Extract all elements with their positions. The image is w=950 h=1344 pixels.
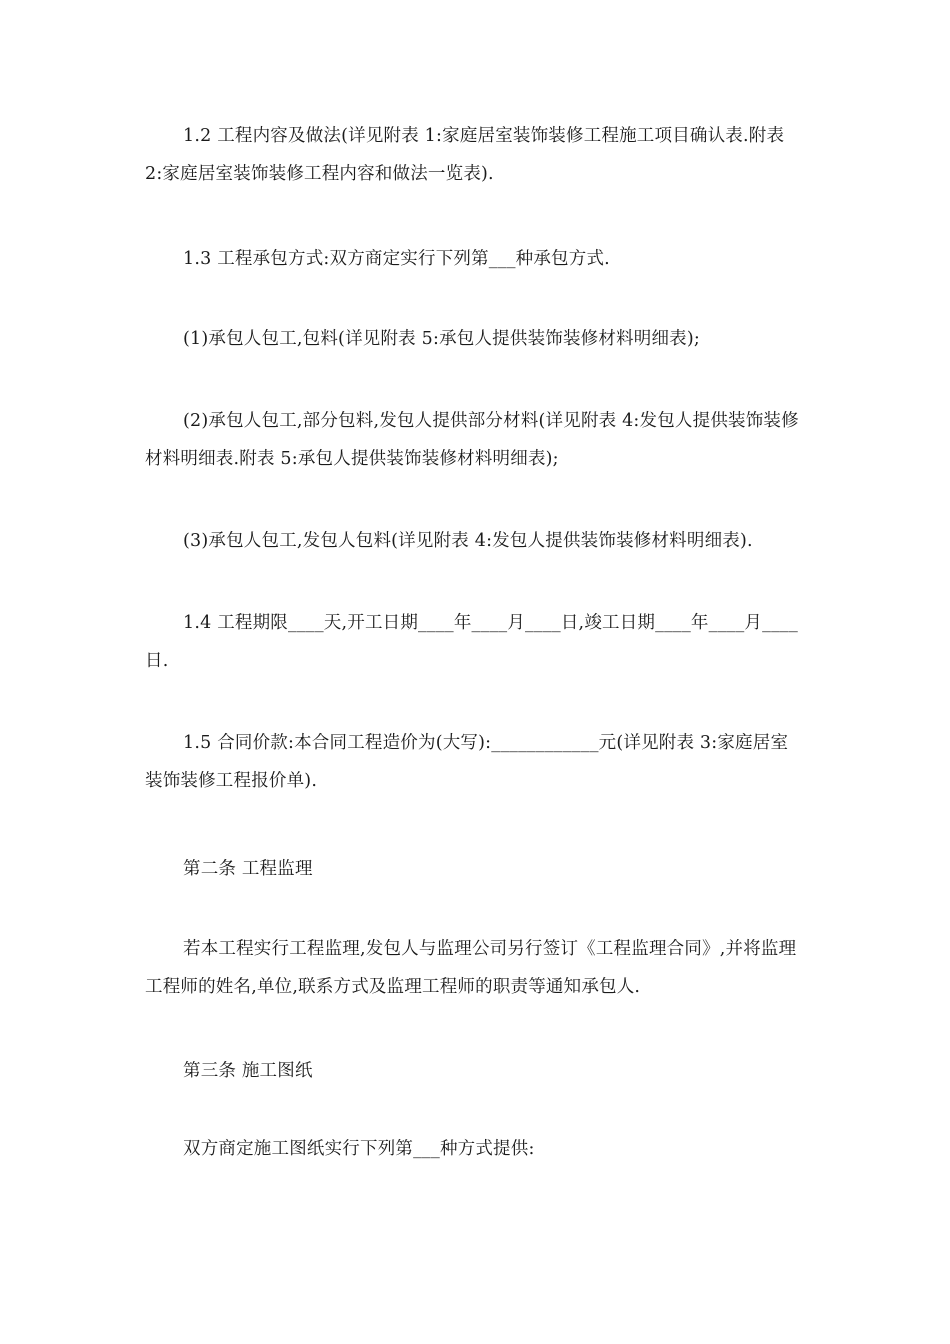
option-1-full-contract: (1)承包人包工,包料(详见附表 5:承包人提供装饰装修材料明细表); bbox=[183, 329, 700, 349]
article-3-heading: 第三条 施工图纸 bbox=[183, 1061, 313, 1081]
clause-1-3-contract-mode: 1.3 工程承包方式:双方商定实行下列第___种承包方式. bbox=[183, 249, 610, 269]
clause-1-2-work-content: 1.2 工程内容及做法(详见附表 1:家庭居室装饰装修工程施工项目确认表.附表 2:家庭居室装饰装修工程内容和做法一览表). bbox=[145, 126, 785, 184]
option-2-partial-materials: (2)承包人包工,部分包料,发包人提供部分材料(详见附表 4:发包人提供装饰装修材料明细表.附表 5:承包人提供装饰装修材料明细表); bbox=[145, 411, 799, 469]
article-2-heading: 第二条 工程监理 bbox=[183, 859, 313, 879]
option-3-client-materials: (3)承包人包工,发包人包料(详见附表 4:发包人提供装饰装修材料明细表). bbox=[183, 531, 753, 551]
article-3-drawings-text: 双方商定施工图纸实行下列第___种方式提供: bbox=[183, 1139, 535, 1159]
clause-1-4-work-period: 1.4 工程期限____天,开工日期____年____月____日,竣工日期____年____月____日. bbox=[145, 613, 798, 671]
clause-1-5-contract-price: 1.5 合同价款:本合同工程造价为(大写):____________元(详见附表 3:家庭居室装饰装修工程报价单). bbox=[145, 733, 789, 791]
article-2-supervision-text: 若本工程实行工程监理,发包人与监理公司另行签订《工程监理合同》,并将监理工程师的姓名,单位,联系方式及监理工程师的职责等通知承包人. bbox=[145, 939, 797, 997]
